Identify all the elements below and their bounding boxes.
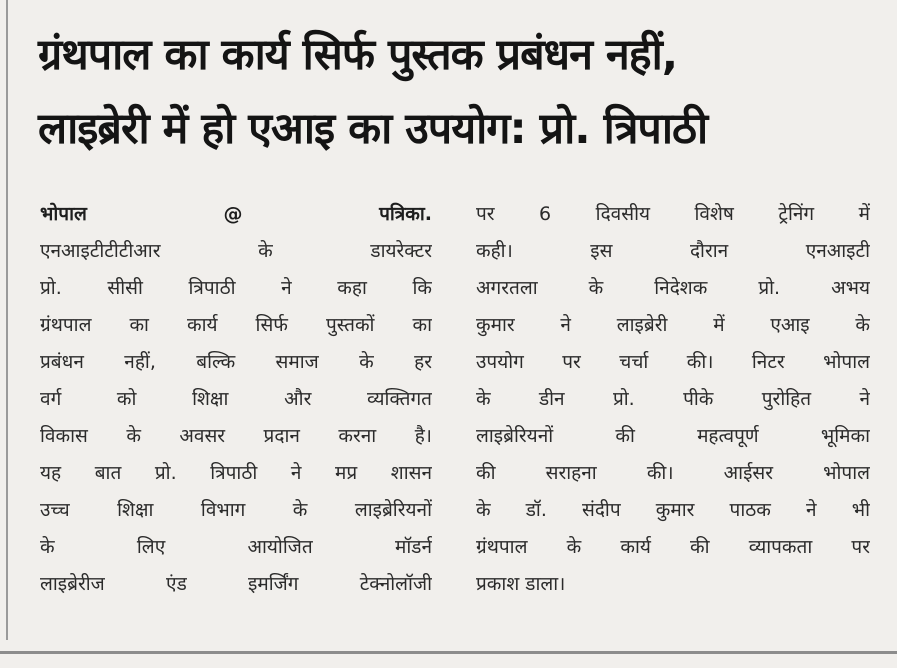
body-line: विकास के अवसर प्रदान करना है। bbox=[40, 425, 432, 447]
body-line: लाइब्रेरियनों की महत्वपूर्ण भूमिका bbox=[476, 425, 870, 447]
body-line: ग्रंथपाल का कार्य सिर्फ पुस्तकों का bbox=[40, 314, 432, 336]
headline-line-2: लाइब्रेरी में हो एआइ का उपयोग: प्रो. त्रिपाठी bbox=[38, 104, 708, 154]
body-line: कही। इस दौरान एनआइटी bbox=[476, 240, 870, 262]
body-line: प्रबंधन नहीं, बल्कि समाज के हर bbox=[40, 351, 432, 373]
article-column-left bbox=[40, 196, 432, 603]
body-line-last: प्रकाश डाला। bbox=[476, 573, 566, 595]
headline-line-1: ग्रंथपाल का कार्य सिर्फ पुस्तक प्रबंधन नहीं, bbox=[38, 30, 678, 80]
body-line: यह बात प्रो. त्रिपाठी ने मप्र शासन bbox=[40, 462, 432, 484]
body-line: वर्ग को शिक्षा और व्यक्तिगत bbox=[40, 388, 432, 410]
dateline-city: भोपाल bbox=[40, 203, 87, 225]
body-line: कुमार ने लाइब्रेरी में एआइ के bbox=[476, 314, 870, 336]
body-line: उपयोग पर चर्चा की। निटर भोपाल bbox=[476, 351, 870, 373]
body-line: ग्रंथपाल के कार्य की व्यापकता पर bbox=[476, 536, 870, 558]
dateline-source: पत्रिका. bbox=[379, 203, 432, 225]
body-line: के लिए आयोजित मॉडर्न bbox=[40, 536, 432, 558]
dateline-at: @ bbox=[223, 203, 243, 225]
dateline bbox=[40, 196, 432, 233]
left-column-rule bbox=[6, 0, 8, 640]
body-line: एनआइटीटीटीआर के डायरेक्टर bbox=[40, 240, 432, 262]
body-line: की सराहना की। आईसर भोपाल bbox=[476, 462, 870, 484]
body-line: प्रो. सीसी त्रिपाठी ने कहा कि bbox=[40, 277, 432, 299]
bottom-rule bbox=[0, 651, 897, 654]
body-line: पर 6 दिवसीय विशेष ट्रेनिंग में bbox=[476, 203, 870, 225]
body-line: उच्च शिक्षा विभाग के लाइब्रेरियनों bbox=[40, 499, 432, 521]
headline bbox=[38, 18, 888, 166]
body-line: लाइब्रेरीज एंड इमर्जिंग टेक्नोलॉजी bbox=[40, 573, 432, 595]
body-line: अगरतला के निदेशक प्रो. अभय bbox=[476, 277, 870, 299]
body-line: के डीन प्रो. पीके पुरोहित ने bbox=[476, 388, 870, 410]
article-column-right bbox=[476, 196, 870, 603]
body-line: के डॉ. संदीप कुमार पाठक ने भी bbox=[476, 499, 870, 521]
